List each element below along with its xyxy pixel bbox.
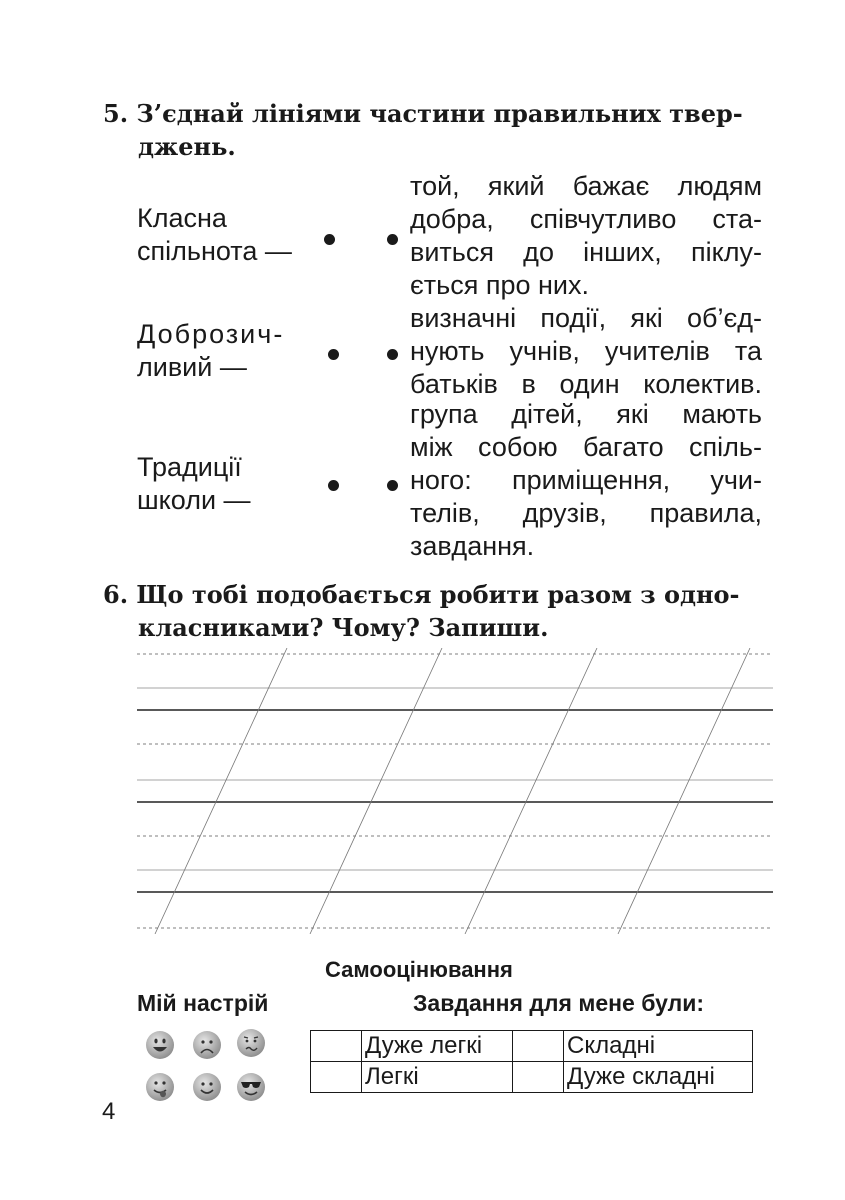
- definition-2: [410, 302, 762, 401]
- task-5-number: 5.: [103, 99, 129, 128]
- checkbox-very-hard[interactable]: [513, 1062, 564, 1093]
- task-6-number: 6.: [103, 580, 129, 609]
- mood-label: Мій настрій: [137, 990, 269, 1016]
- definition-1-line: ється про них.: [410, 270, 589, 300]
- difficulty-table: [310, 1030, 753, 1093]
- definition-2-line: нують учнів, учителів та: [410, 336, 762, 366]
- right-dot-3[interactable]: [387, 480, 398, 491]
- table-row: [311, 1062, 753, 1093]
- confused-face-icon[interactable]: [236, 1028, 266, 1058]
- task-6-title-line-2: класниками? Чому? Запиши.: [138, 613, 549, 642]
- term-1-line-2: спільнота —: [137, 236, 292, 266]
- page-number: 4: [102, 1098, 116, 1125]
- term-3-line-1: Традиції: [137, 452, 242, 482]
- grinning-face-icon[interactable]: [145, 1030, 175, 1060]
- definition-3-line: телів, друзів, правила,: [410, 498, 762, 528]
- option-easy: Легкі: [362, 1062, 513, 1093]
- handwriting-lines[interactable]: [137, 648, 773, 934]
- slant-guideline: [155, 648, 287, 934]
- tongue-out-face-icon[interactable]: [145, 1072, 175, 1102]
- definition-3-line: завдання.: [410, 531, 535, 561]
- task-6-title: [103, 578, 771, 644]
- definition-3-line: між собою багато спіль-: [410, 432, 762, 462]
- definition-3-line: група дітей, які мають: [410, 399, 762, 429]
- term-2-line-2: ливий —: [137, 352, 247, 382]
- right-dot-1[interactable]: [387, 234, 398, 245]
- checkbox-easy[interactable]: [311, 1062, 362, 1093]
- self-assessment-title: Самооцінювання: [325, 957, 513, 982]
- term-school-traditions: [137, 451, 251, 517]
- slant-guideline: [310, 648, 442, 934]
- option-very-hard: Дуже складні: [564, 1062, 753, 1093]
- definition-1-line: той, який бажає людям: [410, 171, 762, 201]
- task-5-title-line-2: джень.: [138, 132, 236, 161]
- checkbox-hard[interactable]: [513, 1031, 564, 1062]
- term-class-community: [137, 202, 292, 268]
- tasks-label: Завдання для мене були:: [413, 990, 705, 1016]
- task-6-title-line-1: Що тобі подобається робити разом з одно-: [136, 580, 740, 609]
- task-5-title: [103, 97, 771, 163]
- right-dot-2[interactable]: [387, 349, 398, 360]
- left-dot-3[interactable]: [328, 480, 339, 491]
- option-hard: Складні: [564, 1031, 753, 1062]
- definition-2-line: визначні події, які об’єд-: [410, 303, 762, 333]
- checkbox-very-easy[interactable]: [311, 1031, 362, 1062]
- term-2-line-1: Доброзич-: [137, 319, 285, 349]
- term-3-line-2: школи —: [137, 485, 251, 515]
- definition-2-line: батьків в один колектив.: [410, 369, 762, 399]
- slant-guideline: [618, 648, 750, 934]
- definition-1-line: виться до інших, піклу-: [410, 237, 762, 267]
- definition-1-line: добра, співчутливо ста-: [410, 204, 762, 234]
- left-dot-2[interactable]: [328, 349, 339, 360]
- definition-3-line: ного: приміщення, учи-: [410, 465, 762, 495]
- definition-1: [410, 170, 762, 302]
- term-1-line-1: Класна: [137, 203, 227, 233]
- option-very-easy: Дуже легкі: [362, 1031, 513, 1062]
- table-row: [311, 1031, 753, 1062]
- slant-guideline: [465, 648, 597, 934]
- sunglasses-face-icon[interactable]: [236, 1072, 266, 1102]
- left-dot-1[interactable]: [324, 234, 335, 245]
- smiling-face-icon[interactable]: [192, 1072, 222, 1102]
- term-benevolent: [137, 318, 284, 384]
- task-5-title-line-1: З’єднай лініями частини правильних твер-: [136, 99, 743, 128]
- frowning-face-icon[interactable]: [192, 1030, 222, 1060]
- definition-3: [410, 398, 762, 563]
